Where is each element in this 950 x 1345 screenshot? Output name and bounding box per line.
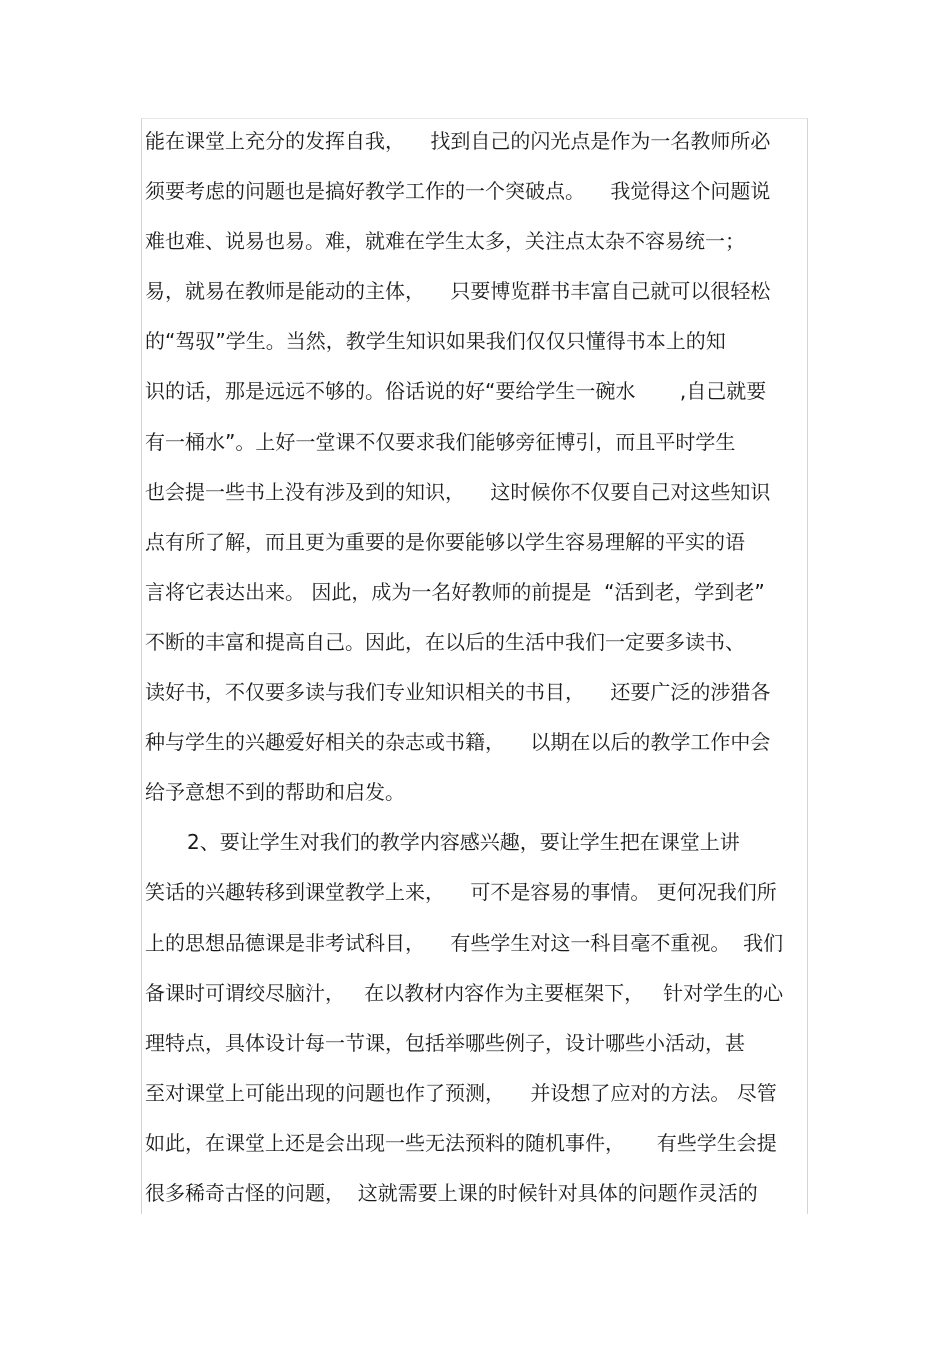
text-line: 如此，在课堂上还是会出现一些无法预料的随机事件， 有些学生会提 bbox=[145, 1130, 777, 1155]
text-line: 有一桶水”。上好一堂课不仅要求我们能够旁征博引，而且平时学生 bbox=[145, 429, 736, 454]
text-line: 识的话，那是远远不够的。俗话说的好“要给学生一碗水 ,自己就要 bbox=[145, 379, 767, 404]
text-line: 给予意想不到的帮助和启发。 bbox=[145, 780, 405, 805]
text-line: 至对课堂上可能出现的问题也作了预测， 并设想了应对的方法。 尽管 bbox=[145, 1080, 777, 1105]
text-line: 笑话的兴趣转移到课堂教学上来， 可不是容易的事情。 更何况我们所 bbox=[145, 880, 777, 905]
text-line: 点有所了解，而且更为重要的是你要能够以学生容易理解的平实的语 bbox=[145, 529, 745, 554]
text-line: 须要考虑的问题也是搞好教学工作的一个突破点。 我觉得这个问题说 bbox=[145, 179, 771, 204]
text-line: 的“驾驭”学生。当然，教学生知识如果我们仅仅只懂得书本上的知 bbox=[145, 329, 726, 354]
text-line: 易，就易在教师是能动的主体， 只要博览群书丰富自己就可以很轻松 bbox=[145, 279, 771, 304]
text-line: 读好书，不仅要多读与我们专业知识相关的书目， 还要广泛的涉猎各 bbox=[145, 680, 771, 705]
text-line: 能在课堂上充分的发挥自我， 找到自己的闪光点是作为一名教师所必 bbox=[145, 129, 771, 153]
text-line: 也会提一些书上没有涉及到的知识， 这时候你不仅要自己对这些知识 bbox=[145, 479, 771, 504]
paragraph-start-line: 2、要让学生对我们的教学内容感兴趣，要让学生把在课堂上讲 bbox=[187, 830, 740, 855]
body-text bbox=[145, 116, 805, 1218]
text-line: 种与学生的兴趣爱好相关的杂志或书籍， 以期在以后的教学工作中会 bbox=[145, 730, 771, 755]
text-line: 不断的丰富和提高自己。因此，在以后的生活中我们一定要多读书、 bbox=[145, 629, 745, 654]
text-line: 难也难、说易也易。难，就难在学生太多，关注点太杂不容易统一； bbox=[145, 229, 745, 254]
text-line: 备课时可谓绞尽脑汁， 在以教材内容作为主要框架下， 针对学生的心 bbox=[145, 980, 784, 1005]
text-line: 很多稀奇古怪的问题， 这就需要上课的时候针对具体的问题作灵活的 bbox=[145, 1180, 758, 1205]
text-line: 言将它表达出来。 因此，成为一名好教师的前提是 “活到老，学到老” bbox=[145, 579, 765, 604]
text-line: 理特点，具体设计每一节课，包括举哪些例子，设计哪些小活动，甚 bbox=[145, 1030, 745, 1055]
text-line: 上的思想品德课是非考试科目， 有些学生对这一科目毫不重视。 我们 bbox=[145, 930, 784, 955]
